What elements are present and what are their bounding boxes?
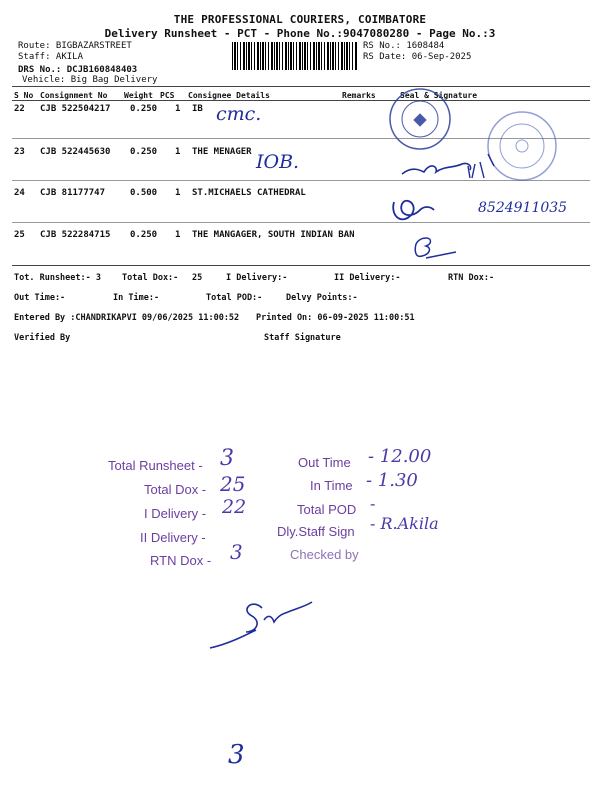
stamp-total-pod-label: Total POD xyxy=(297,502,357,517)
checker-signature-icon xyxy=(200,596,330,656)
stamp-total-runsheet-label: Total Runsheet - xyxy=(108,458,203,473)
table-row-consignee: ST.MICHAELS CATHEDRAL xyxy=(192,188,306,198)
rs-number: RS No.: 1608484 xyxy=(363,41,445,51)
signature-icon xyxy=(402,163,471,174)
out-time-label: Out Time:- xyxy=(14,293,66,303)
stamp-total-dox-label: Total Dox - xyxy=(144,482,207,497)
handwritten-phone: 8524911035 xyxy=(478,200,568,216)
branch-stamp-icon xyxy=(390,89,450,149)
table-row-consignee: THE MENAGER xyxy=(192,147,252,157)
ii-delivery-label: II Delivery:- xyxy=(334,273,401,283)
header-consignment: Consignment No xyxy=(40,91,108,100)
header-weight: Weight xyxy=(124,91,153,100)
table-row-sno: 24 xyxy=(14,188,25,198)
handwritten-page-number: 3 xyxy=(228,740,245,770)
table-row-weight: 0.250 xyxy=(130,104,158,114)
table-row-consignment: CJB 81177747 xyxy=(40,188,106,198)
signature-icon xyxy=(393,201,434,220)
stamp-dly-staff-sign-value: - R.Akila xyxy=(370,514,439,533)
handwritten-remark: IOB. xyxy=(256,151,300,173)
rs-date: RS Date: 06-Sep-2025 xyxy=(363,52,472,62)
table-row-pcs: 1 xyxy=(175,104,181,114)
i-delivery-label: I Delivery:- xyxy=(226,273,288,283)
barcode xyxy=(232,42,358,70)
header-seal: Seal & Signature xyxy=(400,91,478,100)
total-pod-label: Total POD:- xyxy=(206,293,263,303)
stamp-rtn-dox-value: 3 xyxy=(230,540,243,564)
table-row-weight: 0.250 xyxy=(130,147,158,157)
total-dox-value: 25 xyxy=(192,273,203,283)
table-row-weight: 0.250 xyxy=(130,230,158,240)
staff-signature-label: Staff Signature xyxy=(264,333,341,343)
tot-runsheet-label: Tot. Runsheet:- 3 xyxy=(14,273,101,283)
table-row-sno: 22 xyxy=(14,104,25,114)
stamp-rtn-dox-label: RTN Dox - xyxy=(150,553,212,568)
stamp-out-time-label: Out Time xyxy=(298,455,351,470)
staff-label: Staff: AKILA xyxy=(18,52,84,62)
stamp-out-time-value: - 12.00 xyxy=(368,446,432,467)
header-consignee: Consignee Details xyxy=(188,91,270,100)
route-label: Route: BIGBAZARSTREET xyxy=(18,41,132,51)
stamp-i-delivery-value: 22 xyxy=(222,496,247,518)
stamp-total-pod-value: - xyxy=(370,494,376,513)
vehicle-label: Vehicle: Big Bag Delivery xyxy=(22,75,158,85)
runsheet-subtitle: Delivery Runsheet - PCT - Phone No.:9047080280 - Page No.:3 xyxy=(104,27,496,40)
seal-and-signatures xyxy=(380,84,600,274)
table-row-pcs: 1 xyxy=(175,230,181,240)
company-title: THE PROFESSIONAL COURIERS, COIMBATORE xyxy=(173,13,427,26)
stamp-dly-staff-sign-label: Dly.Staff Sign xyxy=(277,524,355,539)
stamp-in-time-label: In Time xyxy=(310,478,353,493)
signature-icon xyxy=(415,238,456,258)
table-row-sno: 23 xyxy=(14,147,25,157)
stamp-ii-delivery-label: II Delivery - xyxy=(140,530,206,545)
stamp-total-runsheet-value: 3 xyxy=(220,446,234,471)
table-row-pcs: 1 xyxy=(175,147,181,157)
printed-on: Printed On: 06-09-2025 11:00:51 xyxy=(256,313,415,323)
table-row-consignee: THE MANGAGER, SOUTH INDIAN BAN xyxy=(192,230,355,240)
table-row-consignment: CJB 522445630 xyxy=(40,147,111,157)
table-row-consignment: CJB 522504217 xyxy=(40,104,111,114)
entered-by: Entered By :CHANDRIKAPVI 09/06/2025 11:00:52 xyxy=(14,313,240,323)
table-row-consignment: CJB 522284715 xyxy=(40,230,111,240)
drs-number: DRS No.: DCJB160848403 xyxy=(18,65,138,75)
date-mark-icon xyxy=(468,154,494,178)
company-stamp-icon xyxy=(488,112,556,180)
table-row-pcs: 1 xyxy=(175,188,181,198)
handwritten-remark: cmc. xyxy=(216,103,262,125)
stamp-i-delivery-label: I Delivery - xyxy=(144,506,207,521)
table-row-sno: 25 xyxy=(14,230,25,240)
rtn-dox-label: RTN Dox:- xyxy=(448,273,495,283)
table-row-weight: 0.500 xyxy=(130,188,158,198)
in-time-label: In Time:- xyxy=(113,293,160,303)
header-sno: S No xyxy=(14,91,34,100)
stamp-total-dox-value: 25 xyxy=(220,472,246,496)
verified-by-label: Verified By xyxy=(14,333,71,343)
total-dox-label: Total Dox:- xyxy=(122,273,179,283)
stamp-checked-by-label: Checked by xyxy=(290,547,359,562)
table-row-consignee: IB xyxy=(192,104,203,114)
delvy-points-label: Delvy Points:- xyxy=(286,293,358,303)
header-remarks: Remarks xyxy=(342,91,376,100)
header-pcs: PCS xyxy=(160,91,175,100)
stamp-in-time-value: - 1.30 xyxy=(366,470,418,491)
